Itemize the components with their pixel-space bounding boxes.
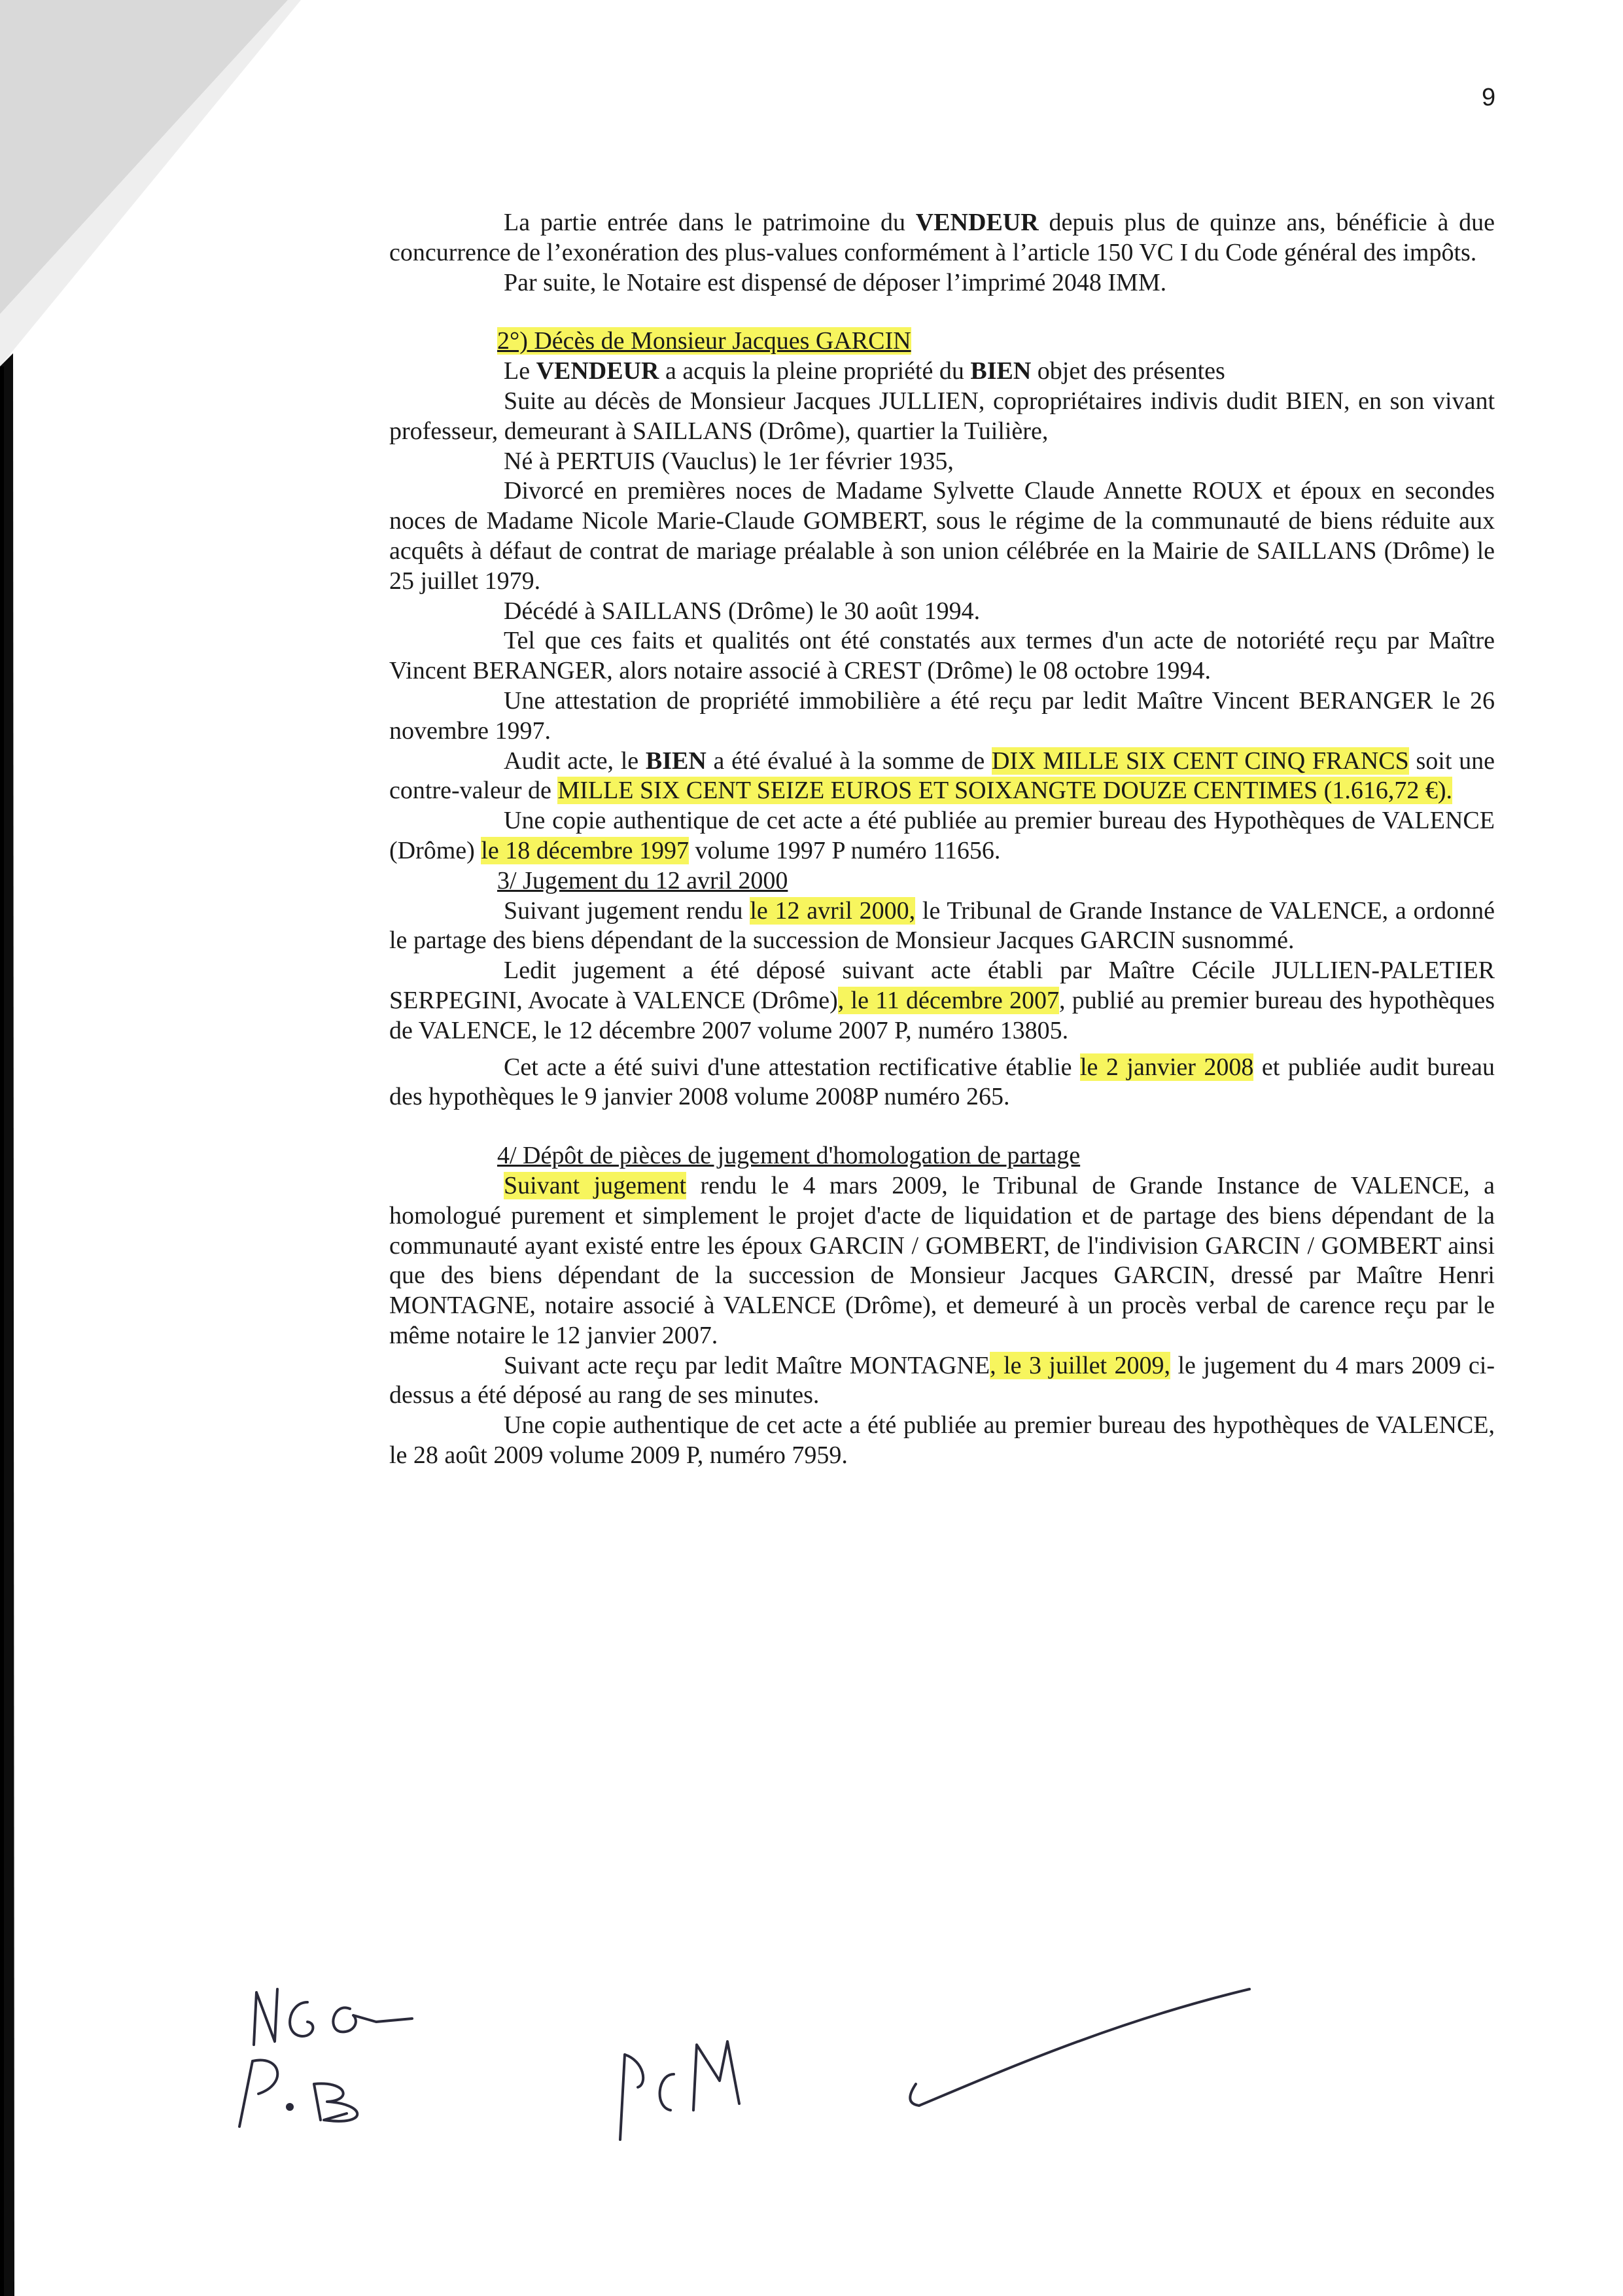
initials-pb [239,2060,357,2127]
page-number: 9 [1482,84,1496,111]
deces-paragraph-2: Suite au décès de Monsieur Jacques JULLIEN, copropriétaires indivis dudit BIEN, en son vivant professeur, demeurant à SAILLANS (Drôme), quartier la Tuilière, [389,387,1495,445]
jugement-paragraph-3: Cet acte a été suivi d'une attestation rectificative établie le 2 janvier 2008 et publiée audit bureau des hypothèques le 9 janvier 2008 volume 2008P numéro 265. [389,1053,1495,1111]
intro-paragraph: La partie entrée dans le patrimoine du VENDEUR depuis plus de quinze ans, bénéficie à due concurrence de l’exonération des plus-values conformément à l’article 150 VC I du Code général des impôts. [389,209,1495,266]
intro-paragraph-2: Par suite, le Notaire est dispensé de déposer l’imprimé 2048 IMM. [504,268,1167,296]
signature-line [910,1989,1249,2106]
depot-paragraph-1: Suivant jugement rendu le 4 mars 2009, le Tribunal de Grande Instance de VALENCE, a homologué purement et simplement le projet d'acte de liquidation et de partage des biens dépendant de la communauté ayant existé entre les époux GARCIN / GOMBERT, de l'indivision GARCIN / GOMBERT ainsi que des biens dépendant de la succession de Monsieur Jacques GARCIN, dressé par Maître Henri MONTAGNE, notaire associé à VALENCE (Drôme), et demeuré à un procès verbal de carence reçu par le même notaire le 12 janvier 2007. [389,1171,1495,1349]
deces-paragraph-7: Une attestation de propriété immobilière a été reçu par ledit Maître Vincent BERANGER le 26 novembre 1997. [389,686,1495,745]
deces-paragraph-6: Tel que ces faits et qualités ont été constatés aux termes d'un acte de notoriété reçu par Maître Vincent BERANGER, alors notaire associé à CREST (Drôme) le 08 octobre 1994. [389,627,1495,685]
deces-paragraph-9: Une copie authentique de cet acte a été publiée au premier bureau des Hypothèques de VALENCE (Drôme) le 18 décembre 1997 volume 1997 P numéro 11656. [389,807,1495,864]
depot-paragraph-3: Une copie authentique de cet acte a été publiée au premier bureau des hypothèques de VALENCE, le 28 août 2009 volume 2009 P, numéro 7959. [389,1411,1495,1470]
initials-mcm [620,2041,739,2140]
deces-paragraph-1: Le VENDEUR a acquis la pleine propriété du BIEN objet des présentes [504,357,1225,385]
jugement-paragraph-2: Ledit jugement a été déposé suivant acte établi par Maître Cécile JULLIEN-PALETIER SERPEGINI, Avocate à VALENCE (Drôme), le 11 décembre 2007, publié au premier bureau des hypothèques de VALENCE, le 12 décembre 2007 volume 2007 P, numéro 13805. [389,957,1495,1044]
deces-paragraph-4: Divorcé en premières noces de Madame Sylvette Claude Annette ROUX et époux en secondes noces de Madame Nicole Marie-Claude GOMBERT, sous le régime de la communauté de biens réduite aux acquêts à défaut de contrat de mariage préalable à son union célébrée en la Mairie de SAILLANS (Drôme) le 25 juillet 1979. [389,477,1495,595]
depot-paragraph-2: Suivant acte reçu par ledit Maître MONTAGNE, le 3 juillet 2009, le jugement du 4 mars 2009 ci-dessus a été déposé au rang de ses minutes. [389,1351,1495,1409]
initials-ngg [254,1989,412,2045]
deces-paragraph-3: Né à PERTUIS (Vauclus) le 1er février 1935, [504,447,954,475]
section-heading-deces: 2°) Décès de Monsieur Jacques GARCIN [497,327,911,355]
deces-paragraph-5: Décédé à SAILLANS (Drôme) le 30 août 1994. [504,597,981,625]
jugement-paragraph-1: Suivant jugement rendu le 12 avril 2000, le Tribunal de Grande Instance de VALENCE, a ordonné le partage des biens dépendant de la succession de Monsieur Jacques GARCIN susnommé. [389,896,1495,955]
section-heading-jugement: 3/ Jugement du 12 avril 2000 [497,866,788,894]
section-heading-depot: 4/ Dépôt de pièces de jugement d'homologation de partage [497,1142,1081,1170]
deces-paragraph-8: Audit acte, le BIEN a été évalué à la somme de DIX MILLE SIX CENT CINQ FRANCS soit une contre-valeur de MILLE SIX CENT SEIZE EUROS ET SOIXANGTE DOUZE CENTIMES (1.616,72 €). [389,747,1495,805]
